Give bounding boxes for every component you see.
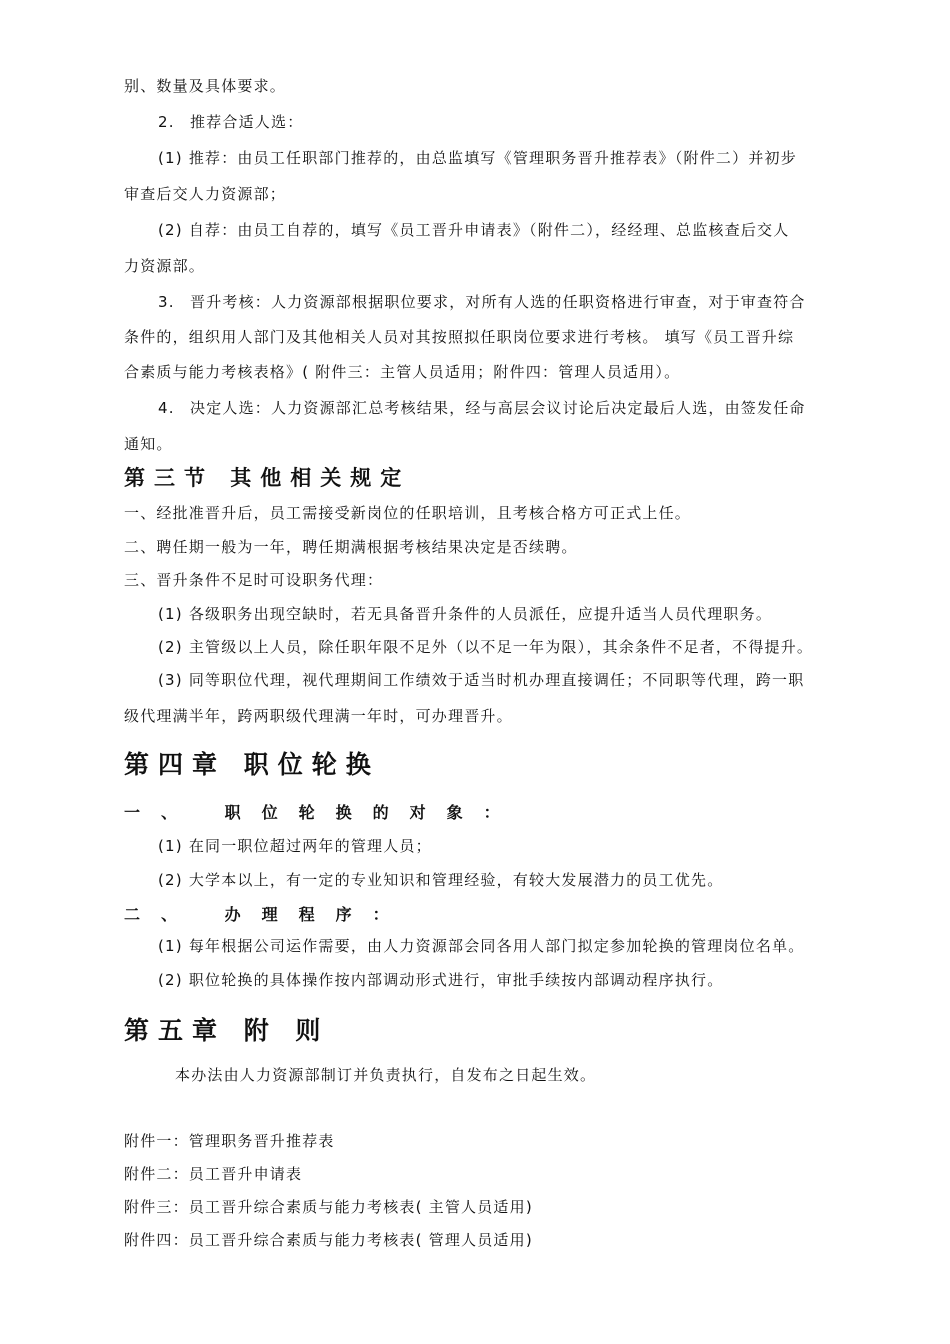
- item-text: 推荐合适人选：: [190, 113, 304, 131]
- attachment-item: 附件三：员工晋升综合素质与能力考核表( 主管人员适用): [124, 1198, 533, 1216]
- text-line: 一、经批准晋升后，员工需接受新岗位的任职培训，且考核合格方可正式上任。: [124, 504, 692, 522]
- item-text: 晋升考核：人力资源部根据职位要求，对所有人选的任职资格进行审查，对于审查符合: [190, 293, 806, 311]
- item-text: 决定人选：人力资源部汇总考核结果，经与高层会议讨论后决定最后人选，由签发任命: [190, 399, 806, 417]
- text-line: (1) 在同一职位超过两年的管理人员；: [158, 837, 432, 855]
- attachment-item: 附件四：员工晋升综合素质与能力考核表( 管理人员适用): [124, 1231, 533, 1249]
- text-line: (2) 主管级以上人员，除任职年限不足外（以不足一年为限），其余条件不足者，不得提升。: [158, 638, 814, 656]
- text-line: (2) 大学本以上，有一定的专业知识和管理经验，有较大发展潜力的员工优先。: [158, 871, 724, 889]
- attachment-item: 附件二：员工晋升申请表: [124, 1165, 303, 1183]
- text-line: 级代理满半年，跨两职级代理满一年时，可办理晋升。: [124, 707, 513, 725]
- text-line: 本办法由人力资源部制订并负责执行，自发布之日起生效。: [175, 1066, 597, 1084]
- section-heading: 第三节 其他相关规定: [124, 466, 411, 490]
- subsection-heading: 一、 职位轮换的对象：: [124, 803, 521, 822]
- text-line: 审查后交人力资源部；: [124, 185, 287, 203]
- text-line: (2) 自荐：由员工自荐的，填写《员工晋升申请表》（附件二），经经理、总监核查后交人: [158, 221, 790, 239]
- attachment-item: 附件一：管理职务晋升推荐表: [124, 1132, 335, 1150]
- text-line: (1) 各级职务出现空缺时，若无具备晋升条件的人员派任，应提升适当人员代理职务。: [158, 605, 773, 623]
- text-line: 三、晋升条件不足时可设职务代理：: [124, 571, 384, 589]
- text-line: 力资源部。: [124, 257, 206, 275]
- list-item-4: [158, 398, 806, 418]
- text-line: 合素质与能力考核表格》( 附件三：主管人员适用；附件四：管理人员适用）。: [124, 363, 681, 381]
- list-item-2: [158, 112, 303, 132]
- item-number: 3.: [158, 293, 175, 311]
- text-line: (2) 职位轮换的具体操作按内部调动形式进行，审批手续按内部调动程序执行。: [158, 971, 724, 989]
- text-line: (1) 每年根据公司运作需要，由人力资源部会同各用人部门拟定参加轮换的管理岗位名单。: [158, 937, 805, 955]
- item-number: 4.: [158, 399, 175, 417]
- text-line: (1) 推荐：由员工任职部门推荐的，由总监填写《管理职务晋升推荐表》（附件二）并初步: [158, 149, 797, 167]
- list-item-3: [158, 292, 806, 312]
- text-line: 通知。: [124, 435, 173, 453]
- text-line: (3) 同等职位代理，视代理期间工作绩效于适当时机办理直接调任；不同职等代理，跨一职: [158, 671, 805, 689]
- text-line: 条件的，组织用人部门及其他相关人员对其按照拟任职岗位要求进行考核。 填写《员工晋升综: [124, 328, 795, 346]
- chapter-heading: 第五章 附 则: [124, 1016, 330, 1045]
- subsection-heading: 二、 办理程序：: [124, 905, 410, 924]
- text-line: 二、聘任期一般为一年，聘任期满根据考核结果决定是否续聘。: [124, 538, 578, 556]
- chapter-heading: 第四章 职位轮换: [124, 750, 380, 779]
- text-line: 别、数量及具体要求。: [124, 77, 287, 95]
- item-number: 2.: [158, 113, 175, 131]
